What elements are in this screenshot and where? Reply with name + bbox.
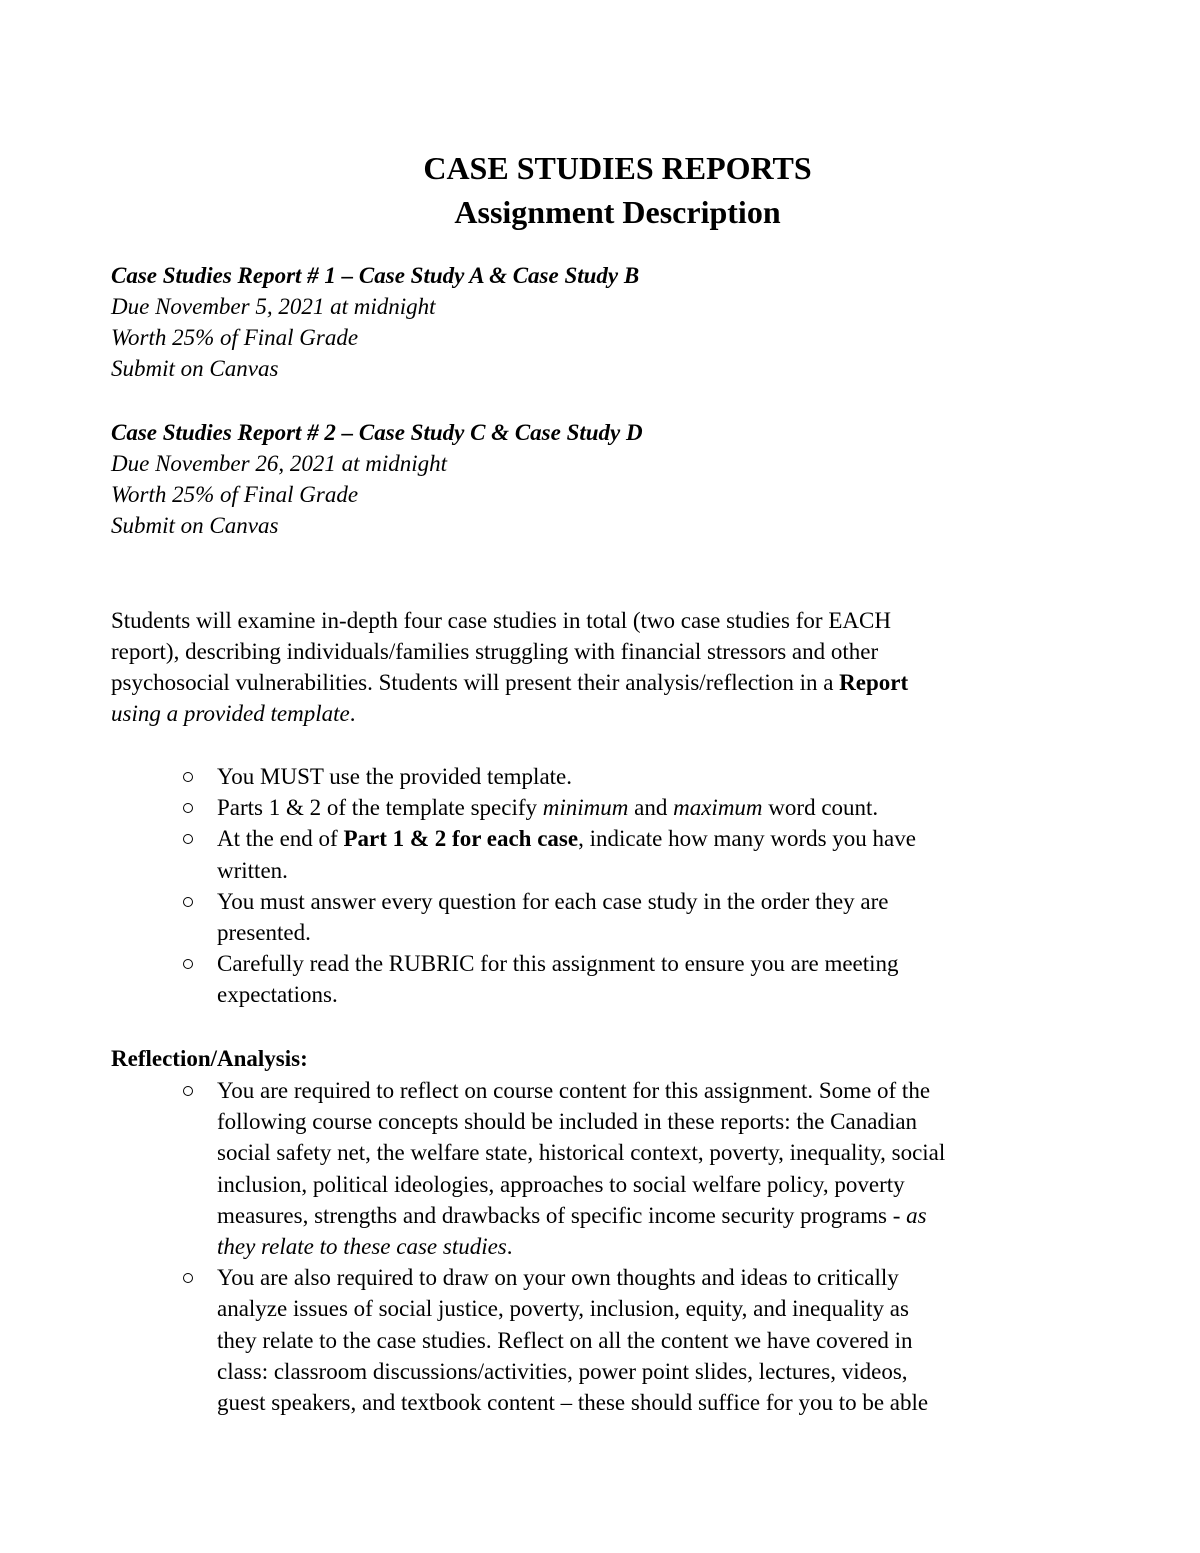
list-item — [217, 823, 1092, 885]
list-item-text: following course concepts should be included in these reports: the Canadian — [217, 1109, 918, 1135]
text-run: measures, strengths and drawbacks of specific income security programs - — [217, 1202, 907, 1228]
report-1-heading: Case Studies Report # 1 – Case Study A & Case Study B — [111, 263, 640, 288]
list-item-text — [217, 1231, 1092, 1262]
italic-relate: they relate to these case studies — [217, 1234, 507, 1260]
list-item-text: they relate to the case studies. Reflect on all the content we have covered in — [217, 1327, 913, 1353]
text-run: At the end of — [217, 826, 344, 852]
intro-paragraph — [111, 605, 1076, 729]
italic-maximum: maximum — [673, 795, 763, 821]
list-item-text — [217, 1200, 1092, 1231]
hollow-circle-bullet-icon — [183, 1273, 193, 1283]
report-2-heading: Case Studies Report # 2 – Case Study C & Case Study D — [111, 420, 643, 445]
report-2-submit: Submit on Canvas — [111, 513, 279, 538]
report-1-section — [111, 260, 1111, 384]
list-item-text — [217, 792, 1092, 823]
list-item-text: expectations. — [217, 982, 338, 1008]
hollow-circle-bullet-icon — [183, 897, 193, 907]
italic-as: as — [906, 1202, 927, 1228]
text-run: word count. — [762, 795, 879, 821]
list-item-text: inclusion, political ideologies, approaches to social welfare policy, poverty — [217, 1171, 905, 1197]
text-run: Parts 1 & 2 of the template specify — [217, 795, 543, 821]
report-2-section — [111, 417, 1111, 541]
document-subtitle: Assignment Description — [454, 194, 781, 230]
list-item — [217, 1262, 1092, 1418]
hollow-circle-bullet-icon — [183, 1086, 193, 1096]
list-item — [217, 948, 1092, 1010]
list-item-text: class: classroom discussions/activities, power point slides, lectures, videos, — [217, 1358, 908, 1384]
list-item-text: You must answer every question for each case study in the order they are — [217, 888, 889, 914]
hollow-circle-bullet-icon — [183, 834, 193, 844]
reflection-list — [217, 1075, 1092, 1418]
list-item-text: You are also required to draw on your own thoughts and ideas to critically — [217, 1265, 899, 1291]
intro-text: . — [349, 701, 356, 726]
list-item — [217, 761, 1092, 792]
italic-minimum: minimum — [542, 795, 629, 821]
list-item — [217, 886, 1092, 948]
intro-line — [111, 667, 1076, 698]
reflection-heading: Reflection/Analysis: — [111, 1046, 308, 1071]
report-2-due: Due November 26, 2021 at midnight — [111, 451, 448, 476]
text-run: , indicate how many words you have — [578, 826, 916, 852]
list-item-text: social safety net, the welfare state, historical context, poverty, inequality, social — [217, 1140, 946, 1166]
intro-line — [111, 698, 1076, 729]
list-item-text: guest speakers, and textbook content – these should suffice for you to be able — [217, 1390, 929, 1416]
list-item-text: written. — [217, 857, 288, 883]
report-2-worth: Worth 25% of Final Grade — [111, 482, 359, 507]
hollow-circle-bullet-icon — [183, 959, 193, 969]
requirements-list — [217, 761, 1092, 1011]
text-run: and — [628, 795, 674, 821]
bold-part-each-case: Part 1 & 2 for each case — [343, 826, 579, 852]
report-1-submit: Submit on Canvas — [111, 356, 279, 381]
list-item-text: You MUST use the provided template. — [217, 764, 572, 789]
report-1-due: Due November 5, 2021 at midnight — [111, 294, 436, 319]
list-item-text: You are required to reflect on course content for this assignment. Some of the — [217, 1078, 931, 1103]
intro-text: psychosocial vulnerabilities. Students will present their analysis/reflection in a — [111, 670, 840, 695]
hollow-circle-bullet-icon — [183, 772, 193, 782]
list-item-text — [217, 823, 1092, 854]
intro-bold-report: Report — [839, 670, 909, 695]
list-item-text: presented. — [217, 920, 311, 946]
hollow-circle-bullet-icon — [183, 803, 193, 813]
document-title: CASE STUDIES REPORTS — [423, 150, 812, 186]
intro-italic-template: using a provided template — [111, 701, 350, 726]
list-item — [217, 1075, 1092, 1262]
list-item — [217, 792, 1092, 823]
list-item-text: analyze issues of social justice, poverty, inclusion, equity, and inequality as — [217, 1296, 909, 1322]
report-1-worth: Worth 25% of Final Grade — [111, 325, 359, 350]
text-run: . — [506, 1234, 513, 1260]
intro-line: report), describing individuals/families struggling with financial stressors and other — [111, 639, 879, 664]
intro-line: Students will examine in-depth four case studies in total (two case studies for EACH — [111, 608, 891, 633]
list-item-text: Carefully read the RUBRIC for this assignment to ensure you are meeting — [217, 951, 899, 977]
